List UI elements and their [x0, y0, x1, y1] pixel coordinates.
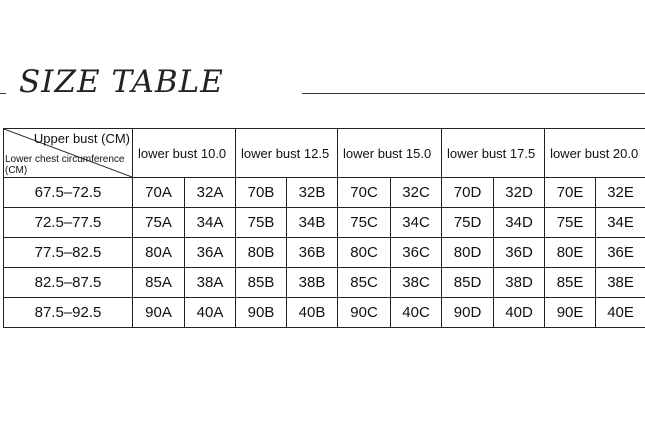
size-cell: 70E	[545, 178, 596, 208]
size-cell: 85D	[442, 268, 494, 298]
size-cell: 40A	[185, 298, 236, 328]
size-cell: 75D	[442, 208, 494, 238]
band-header-15: lower bust 15.0	[338, 129, 442, 178]
table-row	[4, 208, 645, 238]
size-cell: 70D	[442, 178, 494, 208]
size-cell: 38E	[596, 268, 645, 298]
upper-bust-label: Upper bust (CM)	[33, 131, 130, 146]
band-header-12-5: lower bust 12.5	[236, 129, 338, 178]
size-cell: 32D	[494, 178, 545, 208]
size-cell: 70B	[236, 178, 287, 208]
size-cell: 32A	[185, 178, 236, 208]
size-cell: 80B	[236, 238, 287, 268]
size-cell: 36A	[185, 238, 236, 268]
size-cell: 70A	[133, 178, 185, 208]
size-cell: 85A	[133, 268, 185, 298]
size-cell: 90A	[133, 298, 185, 328]
size-cell: 80C	[338, 238, 391, 268]
size-cell: 80D	[442, 238, 494, 268]
lower-chest-label: Lower chest circumference (CM)	[5, 154, 125, 176]
row-range-cell: 67.5–72.5	[4, 178, 133, 208]
band-header-17-5: lower bust 17.5	[442, 129, 545, 178]
size-cell: 90E	[545, 298, 596, 328]
row-range-cell: 77.5–82.5	[4, 238, 133, 268]
size-cell: 34D	[494, 208, 545, 238]
title-rule-left	[0, 93, 6, 94]
band-header-10: lower bust 10.0	[133, 129, 236, 178]
size-cell: 90D	[442, 298, 494, 328]
size-cell: 75E	[545, 208, 596, 238]
size-cell: 40D	[494, 298, 545, 328]
size-cell: 38B	[287, 268, 338, 298]
row-range-cell: 72.5–77.5	[4, 208, 133, 238]
size-cell: 36B	[287, 238, 338, 268]
size-cell: 90B	[236, 298, 287, 328]
size-cell: 34B	[287, 208, 338, 238]
size-cell: 70C	[338, 178, 391, 208]
size-cell: 32B	[287, 178, 338, 208]
size-cell: 32C	[391, 178, 442, 208]
size-cell: 36D	[494, 238, 545, 268]
size-cell: 75C	[338, 208, 391, 238]
size-cell: 34C	[391, 208, 442, 238]
size-cell: 38D	[494, 268, 545, 298]
size-cell: 75B	[236, 208, 287, 238]
size-cell: 85E	[545, 268, 596, 298]
size-cell: 36E	[596, 238, 645, 268]
page-title: SIZE TABLE	[19, 64, 224, 100]
size-cell: 80E	[545, 238, 596, 268]
table-row	[4, 178, 645, 208]
corner-header-cell	[4, 129, 133, 178]
band-header-20: lower bust 20.0	[545, 129, 645, 178]
size-cell: 40C	[391, 298, 442, 328]
size-cell: 85B	[236, 268, 287, 298]
size-cell: 90C	[338, 298, 391, 328]
table-row	[4, 268, 645, 298]
size-cell: 32E	[596, 178, 645, 208]
size-cell: 34E	[596, 208, 645, 238]
size-table	[3, 128, 645, 328]
size-cell: 80A	[133, 238, 185, 268]
table-row	[4, 298, 645, 328]
header-row	[4, 129, 645, 178]
size-cell: 34A	[185, 208, 236, 238]
size-cell: 36C	[391, 238, 442, 268]
title-rule-right	[302, 93, 645, 94]
size-cell: 38A	[185, 268, 236, 298]
table-row	[4, 238, 645, 268]
row-range-cell: 87.5–92.5	[4, 298, 133, 328]
size-cell: 38C	[391, 268, 442, 298]
size-cell: 40B	[287, 298, 338, 328]
size-cell: 85C	[338, 268, 391, 298]
row-range-cell: 82.5–87.5	[4, 268, 133, 298]
size-cell: 75A	[133, 208, 185, 238]
size-cell: 40E	[596, 298, 645, 328]
